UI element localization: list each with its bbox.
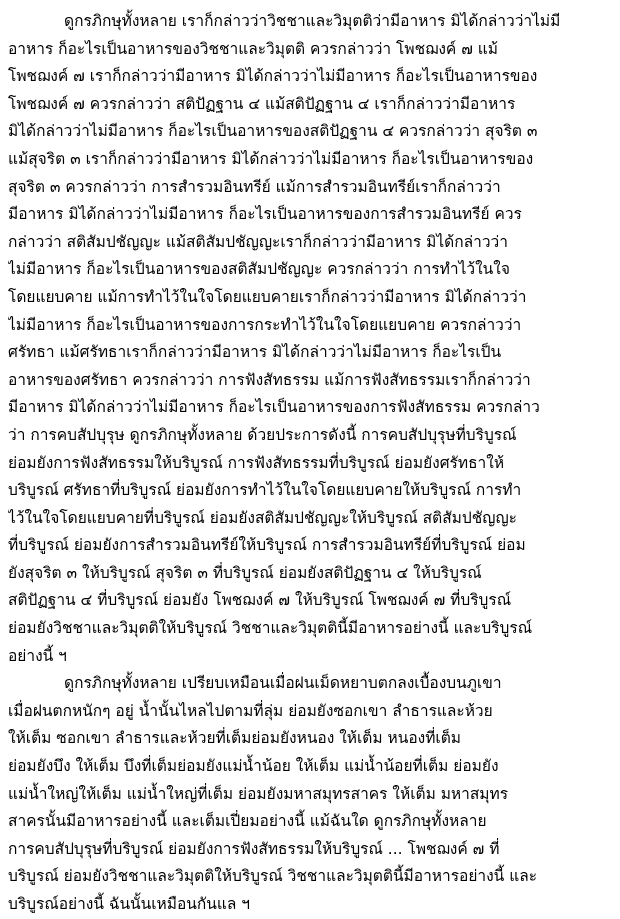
text-line: ย่อมยังการฟังสัทธรรมให้บริบูรณ์ การฟังสัทธรรมที่บริบูรณ์ ย่อมยังศรัทธาให้ [8,453,505,472]
text-line: อย่างนี้ ฯ [8,646,67,665]
text-line: สติปัฏฐาน ๔ ที่บริบูรณ์ ย่อมยัง โพชฌงค์ ๗ ให้บริบูรณ์ โพชฌงค์ ๗ ที่บริบูรณ์ [8,591,512,610]
text-line: มีอาหาร มิได้กล่าวว่าไม่มีอาหาร ก็อะไรเป็นอาหารของการสำรวมอินทรีย์ ควร [8,205,522,224]
text-line: ว่า การคบสัปบุรุษ ดูกรภิกษุทั้งหลาย ด้วยประการดังนี้ การคบสัปบุรุษที่บริบูรณ์ [8,425,517,444]
text-line: โดยแยบคาย แม้การทำไว้ในใจโดยแยบคายเราก็กล่าวว่ามีอาหาร มิได้กล่าวว่า [8,287,527,306]
text-line: ดูกรภิกษุทั้งหลาย เราก็กล่าวว่าวิชชาและวิมุตติว่ามีอาหาร มิได้กล่าวว่าไม่มี [64,12,561,30]
text-line: เมื่อฝนตกหนักๆ อยู่ น้ำนั้นไหลไปตามที่ลุ่ม ย่อมยังซอกเขา ลำธารและห้วย [8,701,493,720]
text-line: การคบสัปบุรุษที่บริบูรณ์ ย่อมยังการฟังสัทธรรมให้บริบูรณ์ ... โพชฌงค์ ๗ ที่ [8,839,500,858]
text-line: สาครนั้นมีอาหารอย่างนี้ และเต็มเปี่ยมอย่างนี้ แม้ฉันใด ดูกรภิกษุทั้งหลาย [8,812,487,831]
paragraph-2 [8,670,612,918]
text-line: แม้สุจริต ๓ เราก็กล่าวว่ามีอาหาร มิได้กล่าวว่าไม่มีอาหาร ก็อะไรเป็นอาหารของ [8,149,534,168]
text-line: โพชฌงค์ ๗ ควรกล่าวว่า สติปัฏฐาน ๔ แม้สติปัฏฐาน ๔ เราก็กล่าวว่ามีอาหาร [8,94,516,113]
text-line: ย่อมยังบึง ให้เต็ม บึงที่เต็มย่อมยังแม่น้ำน้อย ให้เต็ม แม่น้ำน้อยที่เต็ม ย่อมยัง [8,757,499,776]
text-line: ดูกรภิกษุทั้งหลาย เปรียบเหมือนเมื่อฝนเม็ดหยาบตกลงเบื้องบนภูเขา [64,674,502,693]
text-line: บริบูรณ์อย่างนี้ ฉันนั้นเหมือนกันแล ฯ [8,895,250,913]
text-line: ศรัทธา แม้ศรัทธาเราก็กล่าวว่ามีอาหาร มิได้กล่าวว่าไม่มีอาหาร ก็อะไรเป็น [8,343,502,362]
text-line: อาหารของศรัทธา ควรกล่าวว่า การฟังสัทธรรม แม้การฟังสัทธรรมเราก็กล่าวว่า [8,370,531,389]
text-line: มีอาหาร มิได้กล่าวว่าไม่มีอาหาร ก็อะไรเป็นอาหารของการฟังสัทธรรม ควรกล่าว [8,398,540,417]
text-line: ให้เต็ม ซอกเขา ลำธารและห้วยที่เต็มย่อมยังหนอง ให้เต็ม หนองที่เต็ม [8,729,461,748]
text-line: ไม่มีอาหาร ก็อะไรเป็นอาหารของสติสัมปชัญญะ ควรกล่าวว่า การทำไว้ในใจ [8,260,510,279]
text-line: ไว้ในใจโดยแยบคายที่บริบูรณ์ ย่อมยังสติสัมปชัญญะให้บริบูรณ์ สติสัมปชัญญะ [8,508,517,527]
text-line: ที่บริบูรณ์ ย่อมยังการสำรวมอินทรีย์ให้บริบูรณ์ การสำรวมอินทรีย์ที่บริบูรณ์ ย่อม [8,536,526,555]
text-line: ยังสุจริต ๓ ให้บริบูรณ์ สุจริต ๓ ที่บริบูรณ์ ย่อมยังสติปัฏฐาน ๔ ให้บริบูรณ์ [8,563,482,582]
text-line: ไม่มีอาหาร ก็อะไรเป็นอาหารของการกระทำไว้ในใจโดยแยบคาย ควรกล่าวว่า [8,315,522,334]
text-line: สุจริต ๓ ควรกล่าวว่า การสำรวมอินทรีย์ แม้การสำรวมอินทรีย์เราก็กล่าวว่า [8,177,501,196]
text-line: ย่อมยังวิชชาและวิมุตติให้บริบูรณ์ วิชชาและวิมุตตินี้มีอาหารอย่างนี้ และบริบูรณ์ [8,619,533,638]
document-body [8,8,612,919]
text-line: โพชฌงค์ ๗ เราก็กล่าวว่ามีอาหาร มิได้กล่าวว่าไม่มีอาหาร ก็อะไรเป็นอาหารของ [8,67,538,86]
text-line: บริบูรณ์ ศรัทธาที่บริบูรณ์ ย่อมยังการทำไว้ในใจโดยแยบคายให้บริบูรณ์ การทำ [8,481,522,500]
paragraph-1 [8,8,612,670]
text-line: อาหาร ก็อะไรเป็นอาหารของวิชชาและวิมุตติ ควรกล่าวว่า โพชฌงค์ ๗ แม้ [8,39,499,58]
text-line: บริบูรณ์ ย่อมยังวิชชาและวิมุตติให้บริบูรณ์ วิชชาและวิมุตตินี้มีอาหารอย่างนี้ และ [8,867,538,886]
text-line: กล่าวว่า สติสัมปชัญญะ แม้สติสัมปชัญญะเราก็กล่าวว่ามีอาหาร มิได้กล่าวว่า [8,232,508,251]
text-line: แม่น้ำใหญ่ให้เต็ม แม่น้ำใหญ่ที่เต็ม ย่อมยังมหาสมุทรสาคร ให้เต็ม มหาสมุทร [8,784,509,803]
text-line: มิได้กล่าวว่าไม่มีอาหาร ก็อะไรเป็นอาหารของสติปัฏฐาน ๔ ควรกล่าวว่า สุจริต ๓ [8,122,538,141]
